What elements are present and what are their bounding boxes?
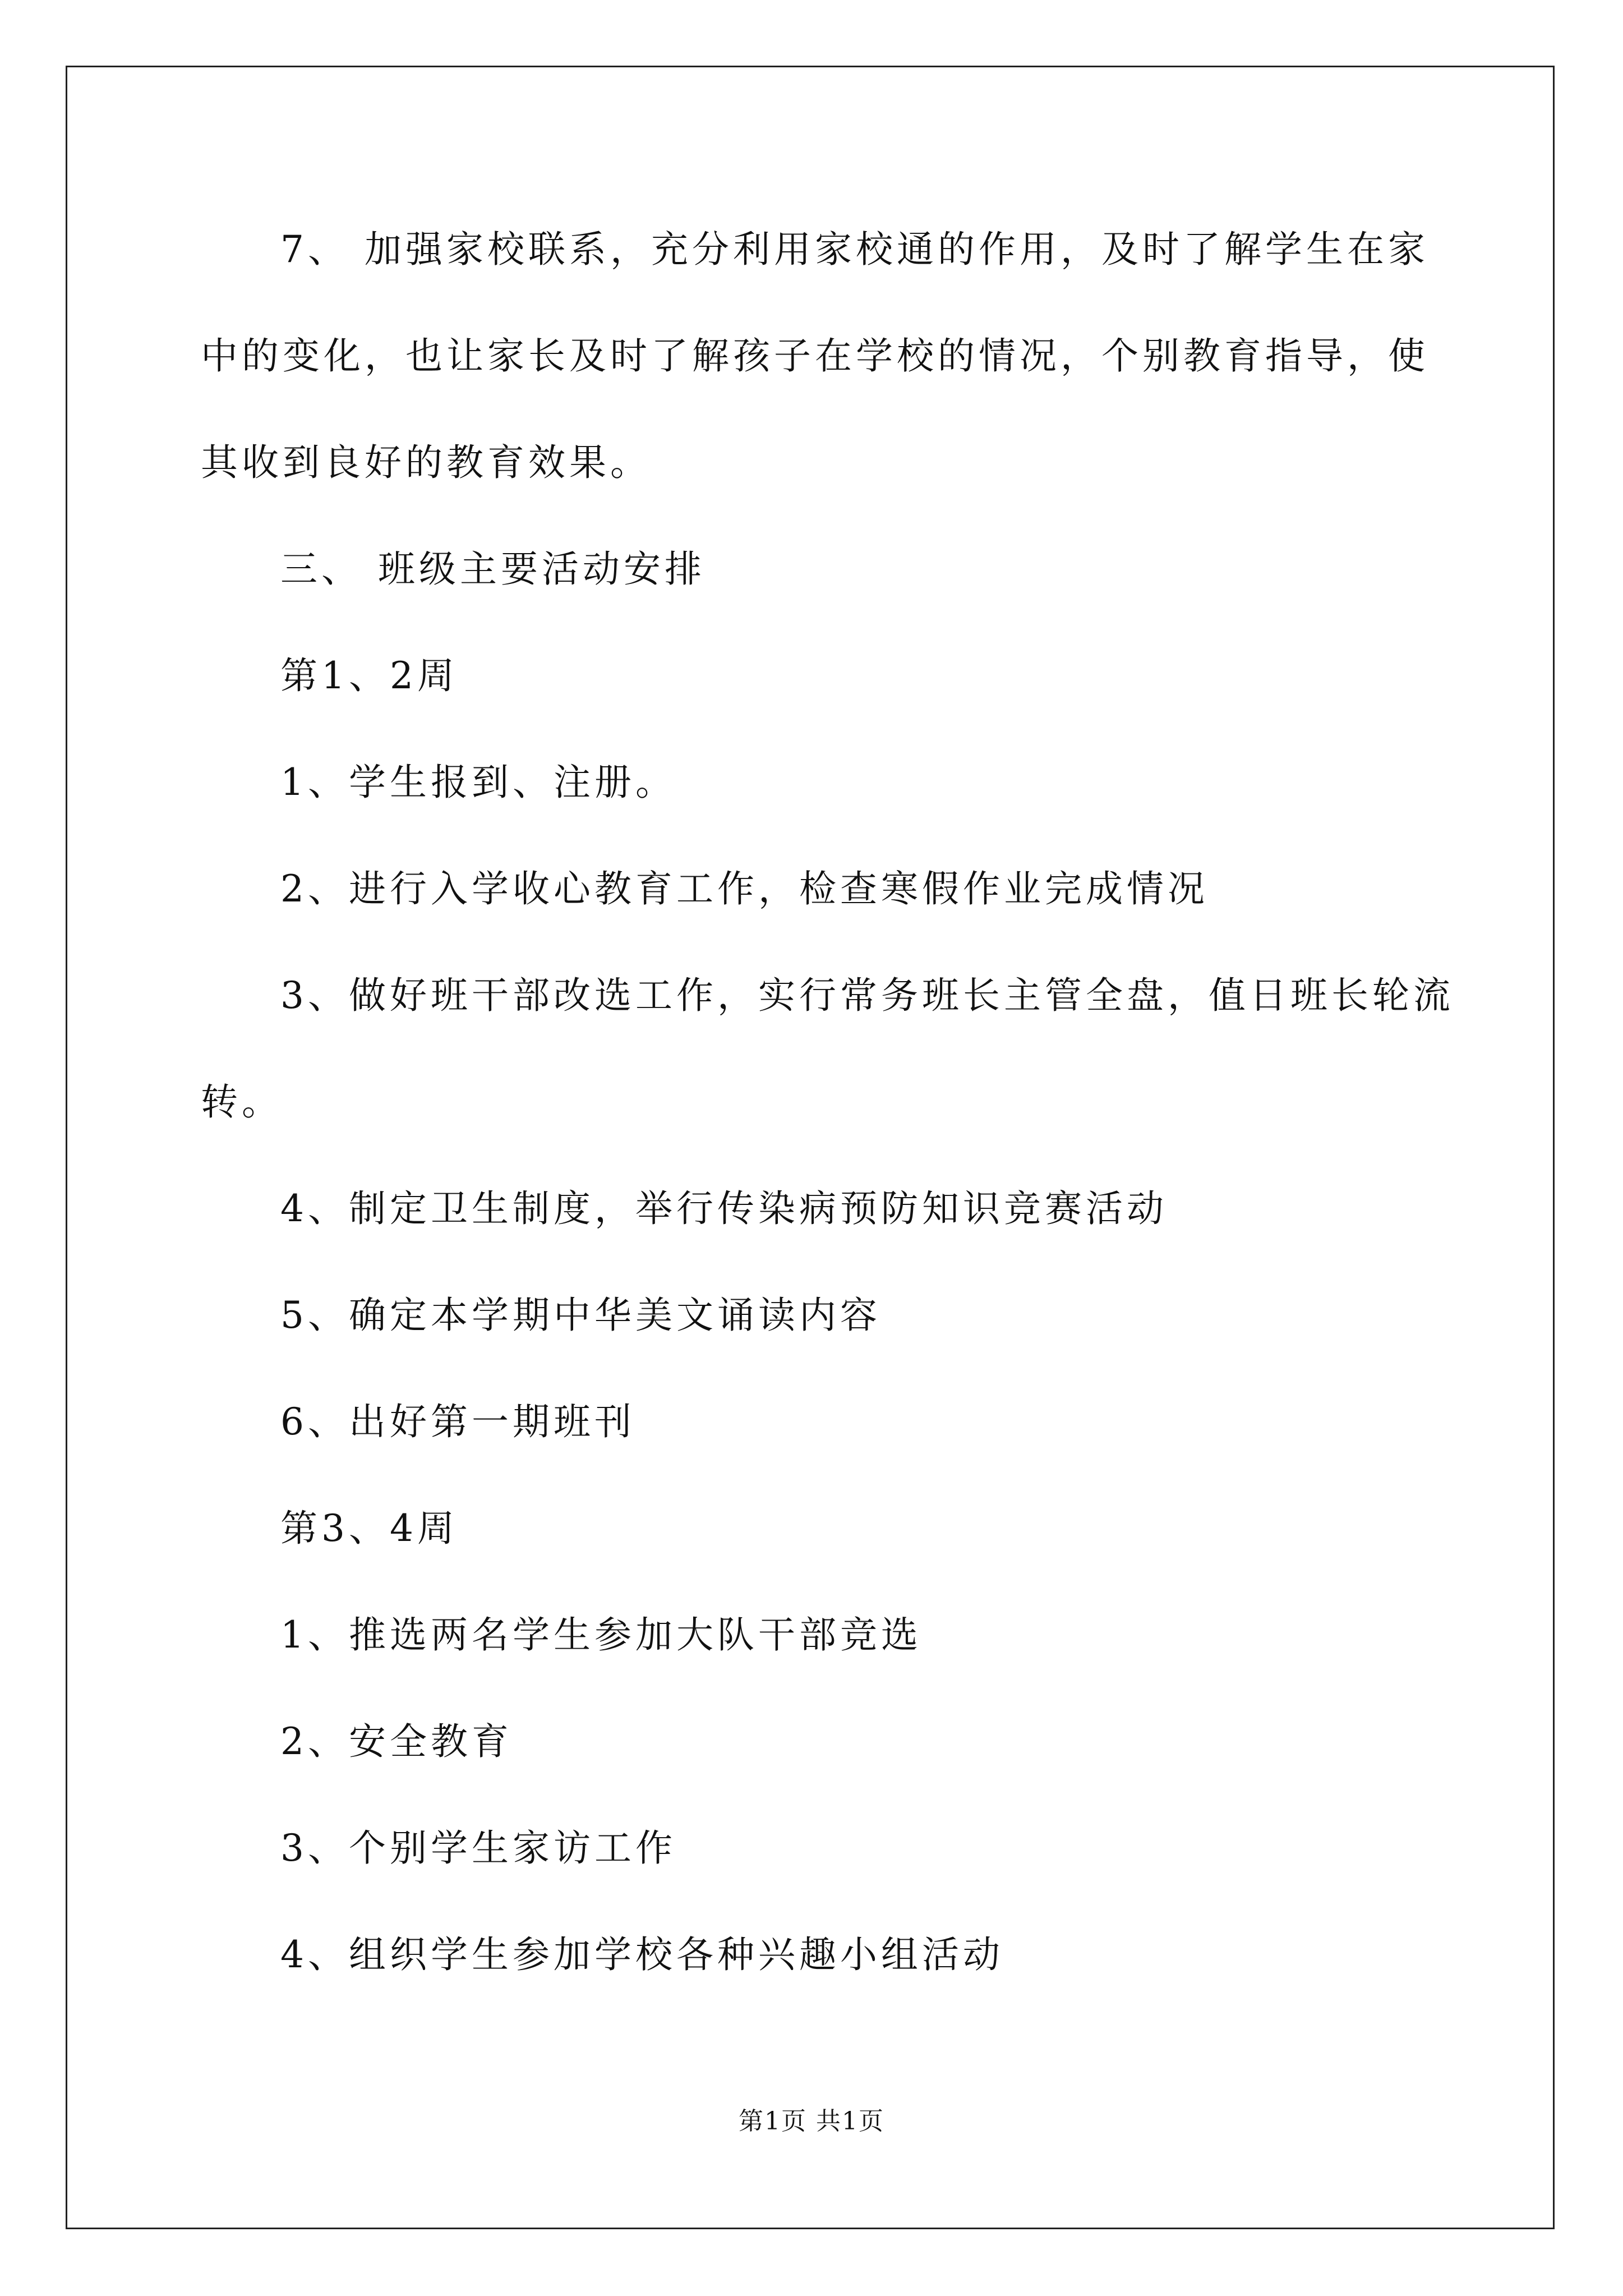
list-item-continuation: 转。: [201, 1080, 283, 1124]
list-item: 4、组织学生参加学校各种兴趣小组活动: [280, 1933, 1004, 1976]
list-item: 4、制定卫生制度，举行传染病预防知识竞赛活动: [280, 1187, 1168, 1230]
page-border: [66, 66, 1555, 2229]
paragraph-line: 7、 加强家校联系，充分利用家校通的作用，及时了解学生在家: [280, 228, 1429, 271]
paragraph-line: 中的变化，也让家长及时了解孩子在学校的情况，个别教育指导，使: [201, 334, 1429, 378]
list-item: 2、安全教育: [280, 1720, 513, 1763]
page-number: 第1页 共1页: [739, 2107, 884, 2136]
paragraph-line: 其收到良好的教育效果。: [201, 441, 651, 484]
list-item: 1、学生报到、注册。: [280, 761, 676, 804]
list-item: 3、做好班干部改选工作，实行常务班长主管全盘，值日班长轮流: [280, 974, 1454, 1017]
list-item: 3、个别学生家访工作: [280, 1826, 676, 1870]
list-item: 6、出好第一期班刊: [280, 1400, 635, 1443]
list-item: 1、推选两名学生参加大队干部竞选: [280, 1613, 922, 1657]
week-heading: 第1、2周: [280, 654, 458, 697]
week-heading: 第3、4周: [280, 1507, 458, 1550]
list-item: 2、进行入学收心教育工作，检查寒假作业完成情况: [280, 867, 1209, 910]
list-item: 5、确定本学期中华美文诵读内容: [280, 1294, 881, 1337]
section-heading: 三、 班级主要活动安排: [280, 547, 706, 591]
